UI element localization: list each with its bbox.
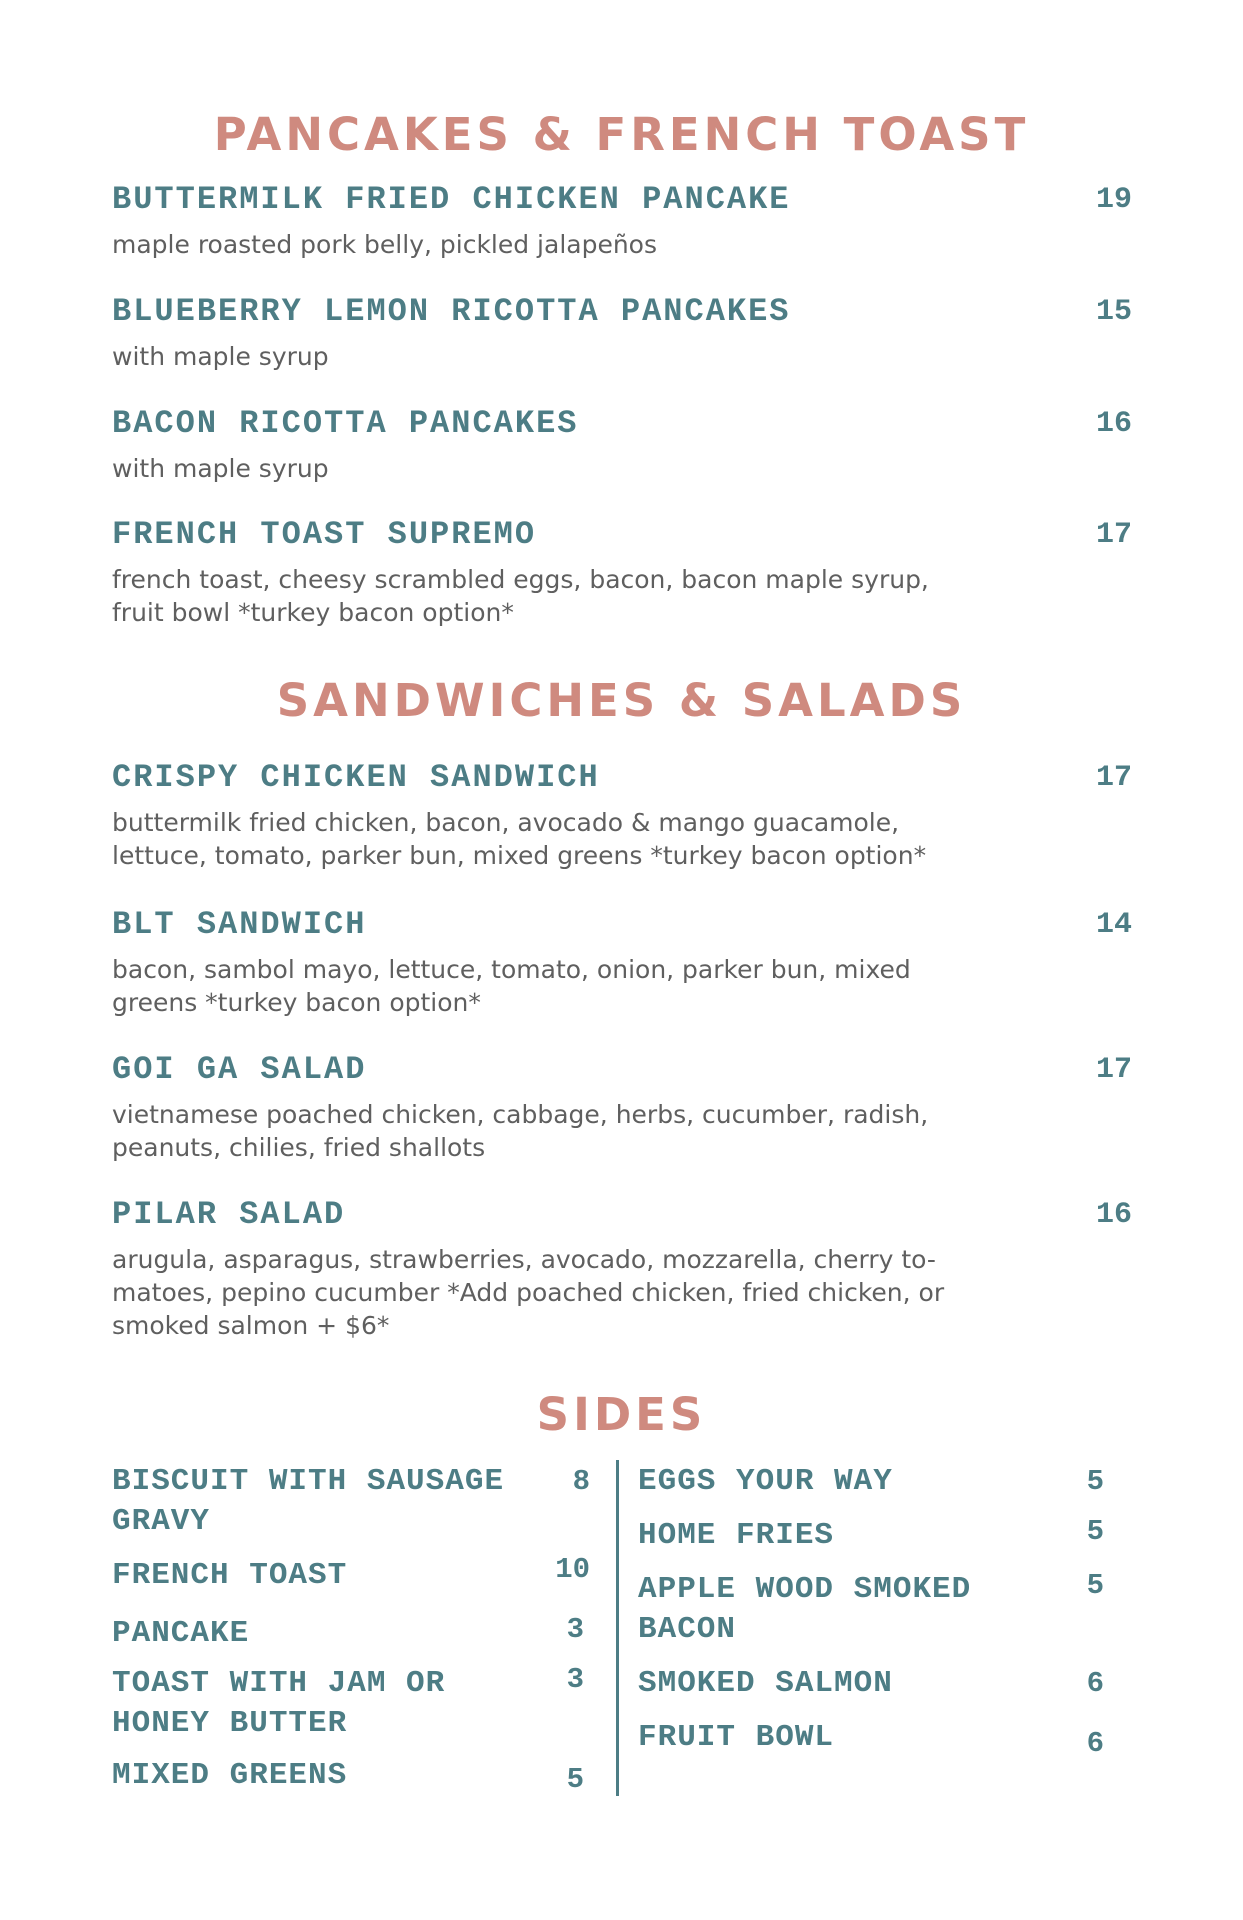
menu-item bbox=[112, 905, 1132, 1019]
menu-item bbox=[112, 180, 1132, 261]
item-price: 17 bbox=[1095, 518, 1132, 552]
side-price: 3 bbox=[566, 1613, 584, 1646]
item-name: GOI GA SALAD bbox=[112, 1051, 367, 1088]
item-price: 17 bbox=[1095, 761, 1132, 795]
side-price: 5 bbox=[566, 1763, 584, 1796]
menu-item bbox=[112, 1050, 1132, 1164]
side-item bbox=[638, 1718, 1104, 1758]
side-item bbox=[112, 1664, 590, 1744]
side-item bbox=[112, 1553, 590, 1596]
side-name: FRENCH TOAST bbox=[112, 1558, 348, 1593]
side-price: 5 bbox=[1086, 1569, 1104, 1602]
item-name: PILAR SALAD bbox=[112, 1196, 346, 1233]
item-price: 16 bbox=[1095, 1198, 1132, 1232]
side-price: 10 bbox=[555, 1553, 590, 1586]
side-item bbox=[112, 1462, 590, 1542]
item-name: BLUEBERRY LEMON RICOTTA PANCAKES bbox=[112, 293, 791, 330]
side-name: BISCUIT WITH SAUSAGE GRAVY bbox=[112, 1464, 505, 1539]
section-title-pancakes: PANCAKES & FRENCH TOAST bbox=[213, 108, 1030, 161]
side-name: FRUIT BOWL bbox=[638, 1720, 835, 1755]
item-description: buttermilk fried chicken, bacon, avocado & mango guacamole, lettuce, tomato, parker bun, mixed greens *turkey bacon option* bbox=[112, 808, 927, 870]
sides-column-divider bbox=[616, 1460, 619, 1796]
menu-item bbox=[112, 758, 1132, 872]
side-name: PANCAKE bbox=[112, 1616, 250, 1651]
section-title-sandwiches: SANDWICHES & SALADS bbox=[276, 674, 967, 727]
menu-item bbox=[112, 292, 1132, 373]
side-name: MIXED GREENS bbox=[112, 1758, 348, 1793]
side-item bbox=[112, 1614, 590, 1654]
item-name: BACON RICOTTA PANCAKES bbox=[112, 405, 579, 442]
side-name: SMOKED SALMON bbox=[638, 1666, 893, 1701]
side-price: 6 bbox=[1086, 1667, 1104, 1700]
side-name: HOME FRIES bbox=[638, 1518, 835, 1553]
item-description: maple roasted pork belly, pickled jalapeños bbox=[112, 230, 658, 259]
item-description: bacon, sambol mayo, lettuce, tomato, onion, parker bun, mixed greens *turkey bacon option* bbox=[112, 955, 911, 1017]
item-price: 14 bbox=[1095, 908, 1132, 942]
item-description: arugula, asparagus, strawberries, avocado, mozzarella, cherry to-matoes, pepino cucumber *Add poached chicken, fried chicken, or smoked salmon + $6* bbox=[112, 1245, 945, 1340]
item-description: with maple syrup bbox=[112, 454, 329, 483]
side-price: 5 bbox=[1086, 1515, 1104, 1548]
item-name: CRISPY CHICKEN SANDWICH bbox=[112, 759, 600, 796]
side-price: 8 bbox=[572, 1465, 590, 1498]
item-price: 15 bbox=[1095, 295, 1132, 329]
side-price: 3 bbox=[566, 1663, 584, 1696]
side-item bbox=[638, 1570, 1104, 1650]
item-name: BLT SANDWICH bbox=[112, 906, 367, 943]
side-item bbox=[112, 1756, 590, 1796]
side-name: EGGS YOUR WAY bbox=[638, 1464, 893, 1499]
item-description: with maple syrup bbox=[112, 342, 329, 371]
item-name: BUTTERMILK FRIED CHICKEN PANCAKE bbox=[112, 181, 791, 218]
item-price: 19 bbox=[1095, 183, 1132, 217]
side-name: TOAST WITH JAM OR HONEY BUTTER bbox=[112, 1666, 446, 1741]
side-item bbox=[638, 1462, 1104, 1502]
side-name: APPLE WOOD SMOKED BACON bbox=[638, 1572, 972, 1647]
menu-item bbox=[112, 1195, 1132, 1342]
side-price: 6 bbox=[1086, 1727, 1104, 1760]
item-name: FRENCH TOAST SUPREMO bbox=[112, 516, 537, 553]
item-description: french toast, cheesy scrambled eggs, bacon, bacon maple syrup, fruit bowl *turkey bacon option* bbox=[112, 565, 929, 627]
section-title-sides: SIDES bbox=[536, 1388, 707, 1441]
item-price: 16 bbox=[1095, 407, 1132, 441]
item-price: 17 bbox=[1095, 1053, 1132, 1087]
menu-item bbox=[112, 404, 1132, 485]
side-item bbox=[638, 1516, 1104, 1556]
side-item bbox=[638, 1664, 1104, 1704]
menu-item bbox=[112, 515, 1132, 629]
side-price: 5 bbox=[1086, 1465, 1104, 1498]
item-description: vietnamese poached chicken, cabbage, herbs, cucumber, radish, peanuts, chilies, fried shallots bbox=[112, 1100, 929, 1162]
